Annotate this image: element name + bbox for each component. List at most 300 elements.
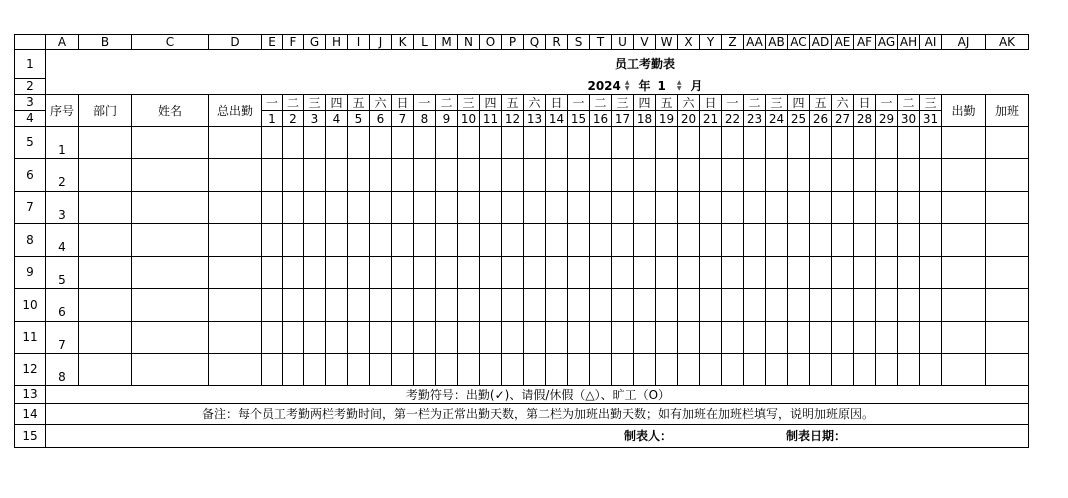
data-cell[interactable] [436, 322, 458, 354]
data-cell[interactable] [262, 159, 283, 192]
data-cell[interactable] [480, 257, 502, 289]
data-cell[interactable] [656, 159, 678, 192]
data-cell[interactable] [678, 127, 700, 159]
row-header[interactable]: 8 [15, 224, 46, 257]
data-cell[interactable] [744, 127, 766, 159]
data-cell[interactable] [788, 322, 810, 354]
data-cell[interactable] [414, 127, 436, 159]
column-header[interactable]: C [132, 35, 209, 50]
data-cell[interactable] [524, 257, 546, 289]
data-cell[interactable] [283, 354, 304, 386]
data-cell[interactable] [132, 289, 209, 322]
data-cell[interactable] [304, 322, 326, 354]
weekday-cell[interactable]: 二 [744, 95, 766, 111]
data-cell[interactable] [79, 159, 132, 192]
data-cell[interactable] [700, 127, 722, 159]
day-cell[interactable]: 10 [458, 111, 480, 127]
weekday-cell[interactable]: 六 [370, 95, 392, 111]
column-header[interactable]: P [502, 35, 524, 50]
day-cell[interactable]: 13 [524, 111, 546, 127]
weekday-cell[interactable]: 二 [590, 95, 612, 111]
data-cell[interactable] [546, 192, 568, 224]
data-cell[interactable] [700, 354, 722, 386]
data-cell[interactable] [209, 354, 262, 386]
data-cell[interactable] [283, 322, 304, 354]
data-cell[interactable] [986, 127, 1029, 159]
data-cell[interactable] [79, 322, 132, 354]
data-cell[interactable] [79, 127, 132, 159]
weekday-cell[interactable]: 日 [546, 95, 568, 111]
data-cell[interactable] [876, 354, 898, 386]
column-header[interactable]: N [458, 35, 480, 50]
data-cell[interactable] [392, 354, 414, 386]
data-cell[interactable] [656, 354, 678, 386]
data-cell[interactable] [810, 354, 832, 386]
data-cell[interactable] [568, 354, 590, 386]
weekday-cell[interactable]: 一 [262, 95, 283, 111]
data-cell[interactable] [920, 159, 942, 192]
data-cell[interactable] [568, 257, 590, 289]
column-header[interactable]: AF [854, 35, 876, 50]
data-cell[interactable] [392, 224, 414, 257]
data-cell[interactable] [480, 289, 502, 322]
column-header[interactable]: AD [810, 35, 832, 50]
data-cell[interactable] [209, 257, 262, 289]
data-cell[interactable] [810, 257, 832, 289]
data-cell[interactable] [832, 192, 854, 224]
data-cell[interactable] [392, 322, 414, 354]
data-cell[interactable] [634, 224, 656, 257]
data-cell[interactable] [502, 289, 524, 322]
data-cell[interactable] [766, 289, 788, 322]
row-header[interactable]: 13 [15, 386, 46, 404]
column-header[interactable]: K [392, 35, 414, 50]
data-cell[interactable] [832, 127, 854, 159]
data-cell[interactable] [766, 257, 788, 289]
data-cell[interactable] [326, 289, 348, 322]
data-cell[interactable] [326, 224, 348, 257]
row-header[interactable]: 1 [15, 50, 46, 79]
column-header[interactable]: AH [898, 35, 920, 50]
employee-seq[interactable]: 2 [46, 159, 79, 192]
column-header[interactable]: AE [832, 35, 854, 50]
data-cell[interactable] [986, 257, 1029, 289]
data-cell[interactable] [458, 224, 480, 257]
weekday-cell[interactable]: 三 [304, 95, 326, 111]
data-cell[interactable] [262, 192, 283, 224]
data-cell[interactable] [132, 354, 209, 386]
day-cell[interactable]: 17 [612, 111, 634, 127]
data-cell[interactable] [262, 257, 283, 289]
weekday-cell[interactable]: 日 [854, 95, 876, 111]
column-header[interactable]: J [370, 35, 392, 50]
header-attend[interactable]: 出勤 [942, 95, 986, 127]
day-cell[interactable]: 31 [920, 111, 942, 127]
data-cell[interactable] [832, 322, 854, 354]
column-header[interactable]: O [480, 35, 502, 50]
column-header[interactable]: A [46, 35, 79, 50]
weekday-cell[interactable]: 一 [568, 95, 590, 111]
day-cell[interactable]: 21 [700, 111, 722, 127]
data-cell[interactable] [986, 322, 1029, 354]
column-header[interactable]: Z [722, 35, 744, 50]
column-header[interactable]: E [262, 35, 283, 50]
data-cell[interactable] [132, 322, 209, 354]
column-header[interactable]: G [304, 35, 326, 50]
weekday-cell[interactable]: 一 [722, 95, 744, 111]
weekday-cell[interactable]: 二 [436, 95, 458, 111]
data-cell[interactable] [788, 159, 810, 192]
year-spinner-icon[interactable]: ▲ ▼ [624, 79, 630, 93]
data-cell[interactable] [612, 224, 634, 257]
column-header[interactable]: S [568, 35, 590, 50]
data-cell[interactable] [766, 224, 788, 257]
header-seq[interactable]: 序号 [46, 95, 79, 127]
data-cell[interactable] [392, 192, 414, 224]
data-cell[interactable] [744, 192, 766, 224]
data-cell[interactable] [436, 289, 458, 322]
weekday-cell[interactable]: 六 [832, 95, 854, 111]
data-cell[interactable] [810, 127, 832, 159]
data-cell[interactable] [612, 257, 634, 289]
data-cell[interactable] [370, 127, 392, 159]
day-cell[interactable]: 12 [502, 111, 524, 127]
weekday-cell[interactable]: 四 [634, 95, 656, 111]
data-cell[interactable] [524, 322, 546, 354]
data-cell[interactable] [524, 354, 546, 386]
data-cell[interactable] [524, 224, 546, 257]
data-cell[interactable] [524, 127, 546, 159]
data-cell[interactable] [326, 159, 348, 192]
weekday-cell[interactable]: 一 [414, 95, 436, 111]
column-header[interactable]: T [590, 35, 612, 50]
row-header[interactable]: 3 [15, 95, 46, 111]
data-cell[interactable] [326, 322, 348, 354]
data-cell[interactable] [502, 322, 524, 354]
data-cell[interactable] [79, 289, 132, 322]
weekday-cell[interactable]: 四 [326, 95, 348, 111]
column-header[interactable]: F [283, 35, 304, 50]
data-cell[interactable] [898, 127, 920, 159]
day-cell[interactable]: 16 [590, 111, 612, 127]
data-cell[interactable] [942, 159, 986, 192]
data-cell[interactable] [590, 224, 612, 257]
data-cell[interactable] [262, 354, 283, 386]
data-cell[interactable] [546, 224, 568, 257]
day-cell[interactable]: 11 [480, 111, 502, 127]
day-cell[interactable]: 24 [766, 111, 788, 127]
data-cell[interactable] [722, 257, 744, 289]
weekday-cell[interactable]: 三 [612, 95, 634, 111]
data-cell[interactable] [132, 257, 209, 289]
employee-seq[interactable]: 3 [46, 192, 79, 224]
weekday-cell[interactable]: 五 [348, 95, 370, 111]
data-cell[interactable] [722, 224, 744, 257]
data-cell[interactable] [283, 192, 304, 224]
data-cell[interactable] [634, 322, 656, 354]
data-cell[interactable] [370, 354, 392, 386]
column-header[interactable]: B [79, 35, 132, 50]
data-cell[interactable] [370, 159, 392, 192]
data-cell[interactable] [209, 224, 262, 257]
day-cell[interactable]: 23 [744, 111, 766, 127]
data-cell[interactable] [612, 192, 634, 224]
footer-row[interactable] [46, 425, 1029, 448]
data-cell[interactable] [348, 257, 370, 289]
data-cell[interactable] [678, 322, 700, 354]
data-cell[interactable] [942, 192, 986, 224]
column-header[interactable]: H [326, 35, 348, 50]
day-cell[interactable]: 15 [568, 111, 590, 127]
row-header[interactable]: 5 [15, 127, 46, 159]
data-cell[interactable] [546, 322, 568, 354]
data-cell[interactable] [414, 289, 436, 322]
row-header[interactable]: 4 [15, 111, 46, 127]
day-cell[interactable]: 25 [788, 111, 810, 127]
data-cell[interactable] [436, 127, 458, 159]
data-cell[interactable] [283, 257, 304, 289]
data-cell[interactable] [502, 192, 524, 224]
data-cell[interactable] [326, 192, 348, 224]
data-cell[interactable] [209, 192, 262, 224]
weekday-cell[interactable]: 四 [480, 95, 502, 111]
data-cell[interactable] [920, 257, 942, 289]
data-cell[interactable] [876, 224, 898, 257]
data-cell[interactable] [348, 159, 370, 192]
data-cell[interactable] [876, 257, 898, 289]
data-cell[interactable] [854, 127, 876, 159]
data-cell[interactable] [744, 322, 766, 354]
header-name[interactable]: 姓名 [132, 95, 209, 127]
data-cell[interactable] [546, 159, 568, 192]
data-cell[interactable] [304, 224, 326, 257]
column-header[interactable]: D [209, 35, 262, 50]
column-header[interactable]: AA [744, 35, 766, 50]
data-cell[interactable] [392, 127, 414, 159]
remark-note[interactable]: 备注：每个员工考勤两栏考勤时间，第一栏为正常出勤天数，第二栏为加班出勤天数；如有加班在加班栏填写，说明加班原因。 [46, 404, 1029, 425]
data-cell[interactable] [546, 354, 568, 386]
header-dept[interactable]: 部门 [79, 95, 132, 127]
row-header[interactable]: 10 [15, 289, 46, 322]
day-cell[interactable]: 7 [392, 111, 414, 127]
data-cell[interactable] [326, 257, 348, 289]
day-cell[interactable]: 4 [326, 111, 348, 127]
weekday-cell[interactable]: 三 [458, 95, 480, 111]
data-cell[interactable] [79, 224, 132, 257]
data-cell[interactable] [810, 192, 832, 224]
data-cell[interactable] [876, 322, 898, 354]
data-cell[interactable] [568, 322, 590, 354]
data-cell[interactable] [370, 257, 392, 289]
column-header[interactable]: AG [876, 35, 898, 50]
data-cell[interactable] [590, 159, 612, 192]
data-cell[interactable] [744, 257, 766, 289]
data-cell[interactable] [700, 224, 722, 257]
data-cell[interactable] [700, 322, 722, 354]
data-cell[interactable] [744, 289, 766, 322]
column-header[interactable]: U [612, 35, 634, 50]
data-cell[interactable] [568, 224, 590, 257]
data-cell[interactable] [590, 127, 612, 159]
data-cell[interactable] [634, 127, 656, 159]
data-cell[interactable] [458, 159, 480, 192]
employee-seq[interactable]: 6 [46, 289, 79, 322]
data-cell[interactable] [132, 192, 209, 224]
data-cell[interactable] [524, 289, 546, 322]
month-value[interactable]: 1 [657, 79, 666, 94]
data-cell[interactable] [132, 127, 209, 159]
row-header[interactable]: 11 [15, 322, 46, 354]
data-cell[interactable] [722, 192, 744, 224]
data-cell[interactable] [766, 322, 788, 354]
data-cell[interactable] [810, 224, 832, 257]
data-cell[interactable] [502, 159, 524, 192]
data-cell[interactable] [656, 192, 678, 224]
data-cell[interactable] [854, 289, 876, 322]
data-cell[interactable] [920, 289, 942, 322]
data-cell[interactable] [986, 289, 1029, 322]
data-cell[interactable] [810, 322, 832, 354]
header-overtime[interactable]: 加班 [986, 95, 1029, 127]
data-cell[interactable] [326, 127, 348, 159]
data-cell[interactable] [832, 257, 854, 289]
column-header[interactable]: I [348, 35, 370, 50]
data-cell[interactable] [722, 354, 744, 386]
data-cell[interactable] [436, 257, 458, 289]
data-cell[interactable] [283, 127, 304, 159]
data-cell[interactable] [370, 192, 392, 224]
data-cell[interactable] [942, 224, 986, 257]
employee-seq[interactable]: 5 [46, 257, 79, 289]
weekday-cell[interactable]: 六 [524, 95, 546, 111]
employee-seq[interactable]: 1 [46, 127, 79, 159]
weekday-cell[interactable]: 日 [700, 95, 722, 111]
data-cell[interactable] [788, 257, 810, 289]
data-cell[interactable] [348, 322, 370, 354]
data-cell[interactable] [942, 127, 986, 159]
data-cell[interactable] [283, 289, 304, 322]
data-cell[interactable] [414, 192, 436, 224]
weekday-cell[interactable]: 三 [920, 95, 942, 111]
data-cell[interactable] [898, 289, 920, 322]
day-cell[interactable]: 8 [414, 111, 436, 127]
data-cell[interactable] [436, 224, 458, 257]
weekday-cell[interactable]: 日 [392, 95, 414, 111]
day-cell[interactable]: 9 [436, 111, 458, 127]
data-cell[interactable] [209, 289, 262, 322]
data-cell[interactable] [79, 257, 132, 289]
data-cell[interactable] [920, 224, 942, 257]
weekday-cell[interactable]: 五 [656, 95, 678, 111]
data-cell[interactable] [920, 192, 942, 224]
data-cell[interactable] [656, 224, 678, 257]
data-cell[interactable] [898, 257, 920, 289]
data-cell[interactable] [546, 127, 568, 159]
data-cell[interactable] [458, 257, 480, 289]
data-cell[interactable] [262, 224, 283, 257]
employee-seq[interactable]: 7 [46, 322, 79, 354]
data-cell[interactable] [304, 257, 326, 289]
row-header[interactable]: 14 [15, 404, 46, 425]
data-cell[interactable] [414, 322, 436, 354]
day-cell[interactable]: 27 [832, 111, 854, 127]
data-cell[interactable] [458, 322, 480, 354]
column-header[interactable]: M [436, 35, 458, 50]
row-header[interactable]: 15 [15, 425, 46, 448]
data-cell[interactable] [326, 354, 348, 386]
day-cell[interactable]: 20 [678, 111, 700, 127]
data-cell[interactable] [810, 159, 832, 192]
day-cell[interactable]: 2 [283, 111, 304, 127]
data-cell[interactable] [722, 322, 744, 354]
data-cell[interactable] [458, 192, 480, 224]
data-cell[interactable] [678, 257, 700, 289]
data-cell[interactable] [656, 322, 678, 354]
data-cell[interactable] [832, 224, 854, 257]
column-header[interactable]: L [414, 35, 436, 50]
data-cell[interactable] [392, 257, 414, 289]
data-cell[interactable] [612, 159, 634, 192]
data-cell[interactable] [568, 289, 590, 322]
data-cell[interactable] [132, 224, 209, 257]
data-cell[interactable] [942, 257, 986, 289]
data-cell[interactable] [766, 192, 788, 224]
data-cell[interactable] [832, 159, 854, 192]
data-cell[interactable] [414, 354, 436, 386]
column-header[interactable]: AC [788, 35, 810, 50]
data-cell[interactable] [766, 127, 788, 159]
data-cell[interactable] [854, 354, 876, 386]
data-cell[interactable] [132, 159, 209, 192]
data-cell[interactable] [942, 322, 986, 354]
day-cell[interactable]: 1 [262, 111, 283, 127]
day-cell[interactable]: 5 [348, 111, 370, 127]
data-cell[interactable] [283, 159, 304, 192]
data-cell[interactable] [766, 159, 788, 192]
data-cell[interactable] [348, 354, 370, 386]
data-cell[interactable] [678, 192, 700, 224]
month-spinner-icon[interactable]: ▲ ▼ [676, 79, 682, 93]
data-cell[interactable] [370, 289, 392, 322]
data-cell[interactable] [458, 289, 480, 322]
day-cell[interactable]: 3 [304, 111, 326, 127]
day-cell[interactable]: 14 [546, 111, 568, 127]
data-cell[interactable] [304, 159, 326, 192]
data-cell[interactable] [283, 224, 304, 257]
day-cell[interactable]: 6 [370, 111, 392, 127]
data-cell[interactable] [612, 289, 634, 322]
data-cell[interactable] [590, 322, 612, 354]
data-cell[interactable] [920, 322, 942, 354]
data-cell[interactable] [590, 354, 612, 386]
data-cell[interactable] [524, 192, 546, 224]
data-cell[interactable] [656, 289, 678, 322]
data-cell[interactable] [590, 289, 612, 322]
data-cell[interactable] [348, 192, 370, 224]
data-cell[interactable] [480, 159, 502, 192]
data-cell[interactable] [898, 224, 920, 257]
data-cell[interactable] [304, 192, 326, 224]
day-cell[interactable]: 18 [634, 111, 656, 127]
data-cell[interactable] [414, 159, 436, 192]
data-cell[interactable] [304, 354, 326, 386]
column-header[interactable]: V [634, 35, 656, 50]
data-cell[interactable] [876, 127, 898, 159]
column-header[interactable]: AI [920, 35, 942, 50]
data-cell[interactable] [458, 127, 480, 159]
data-cell[interactable] [209, 127, 262, 159]
data-cell[interactable] [722, 159, 744, 192]
